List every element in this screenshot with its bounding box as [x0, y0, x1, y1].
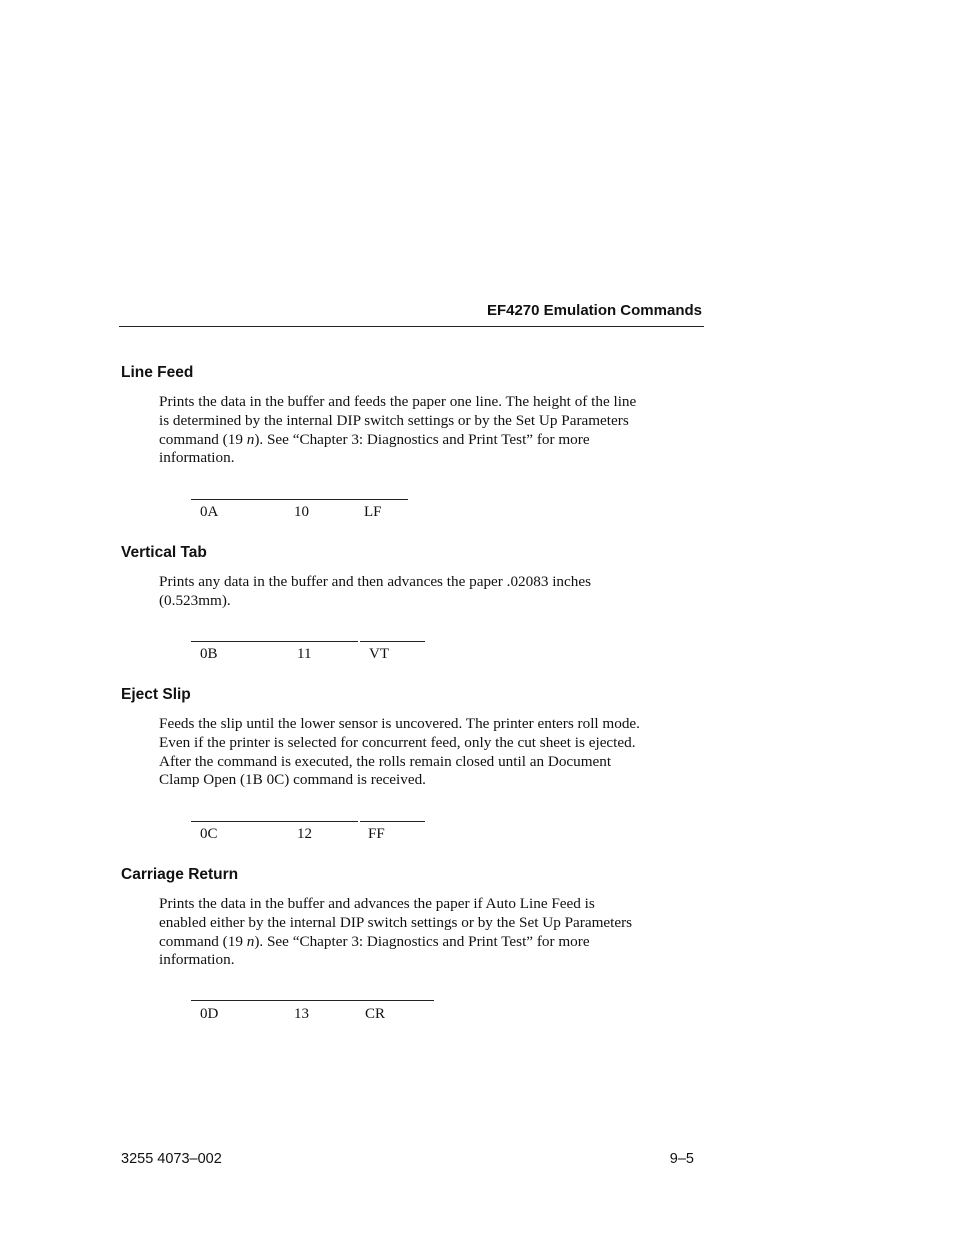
footer-page-number: 9–5	[669, 1151, 694, 1167]
code-hex: 0A	[200, 504, 219, 520]
body-line: Prints the data in the buffer and advances the paper if Auto Line Feed is	[159, 895, 595, 912]
footer-document-number: 3255 4073–002	[121, 1151, 222, 1167]
code-table-rule	[360, 821, 425, 822]
code-table-rule	[360, 641, 425, 642]
code-decimal: 12	[297, 826, 312, 842]
body-line: information.	[159, 951, 235, 969]
section-body-carriage-return	[159, 895, 704, 970]
header-rule	[119, 326, 704, 327]
body-line: Prints the data in the buffer and feeds the paper one line. The height of the line	[159, 393, 637, 410]
code-hex: 0D	[200, 1006, 219, 1022]
body-line: command (19 n). See “Chapter 3: Diagnostics and Print Test” for more	[159, 430, 590, 448]
body-line: After the command is executed, the rolls remain closed until an Document	[159, 752, 612, 770]
running-header-title: EF4270 Emulation Commands	[486, 302, 702, 319]
code-table-rule	[191, 821, 358, 822]
code-table-rule	[191, 499, 408, 500]
section-body-line-feed	[159, 393, 704, 468]
body-line: enabled either by the internal DIP switch settings or by the Set Up Parameters	[159, 913, 633, 931]
code-table-rule	[191, 1000, 434, 1001]
code-ascii: CR	[365, 1006, 386, 1022]
code-decimal: 10	[294, 504, 309, 520]
section-heading-vertical-tab: Vertical Tab	[121, 544, 207, 561]
code-decimal: 11	[297, 646, 312, 662]
section-heading-eject-slip: Eject Slip	[121, 686, 191, 703]
code-table-rule	[191, 641, 358, 642]
body-line: (0.523mm).	[159, 591, 231, 609]
body-line: information.	[159, 449, 235, 467]
section-heading-carriage-return: Carriage Return	[121, 866, 239, 883]
body-line: Feeds the slip until the lower sensor is uncovered. The printer enters roll mode.	[159, 715, 640, 732]
code-decimal: 13	[294, 1006, 309, 1022]
code-ascii: LF	[364, 504, 382, 520]
body-line: Even if the printer is selected for concurrent feed, only the cut sheet is ejected.	[159, 733, 636, 751]
code-ascii: FF	[368, 826, 385, 842]
code-hex: 0C	[200, 826, 218, 842]
section-body-vertical-tab	[159, 573, 704, 611]
section-heading-line-feed: Line Feed	[121, 364, 194, 381]
body-line: command (19 n). See “Chapter 3: Diagnostics and Print Test” for more	[159, 932, 590, 950]
code-hex: 0B	[200, 646, 218, 662]
section-body-eject-slip	[159, 715, 704, 790]
body-line: is determined by the internal DIP switch settings or by the Set Up Parameters	[159, 411, 629, 429]
body-line: Clamp Open (1B 0C) command is received.	[159, 771, 426, 789]
body-line: Prints any data in the buffer and then advances the paper .02083 inches	[159, 573, 592, 590]
code-ascii: VT	[369, 646, 389, 662]
